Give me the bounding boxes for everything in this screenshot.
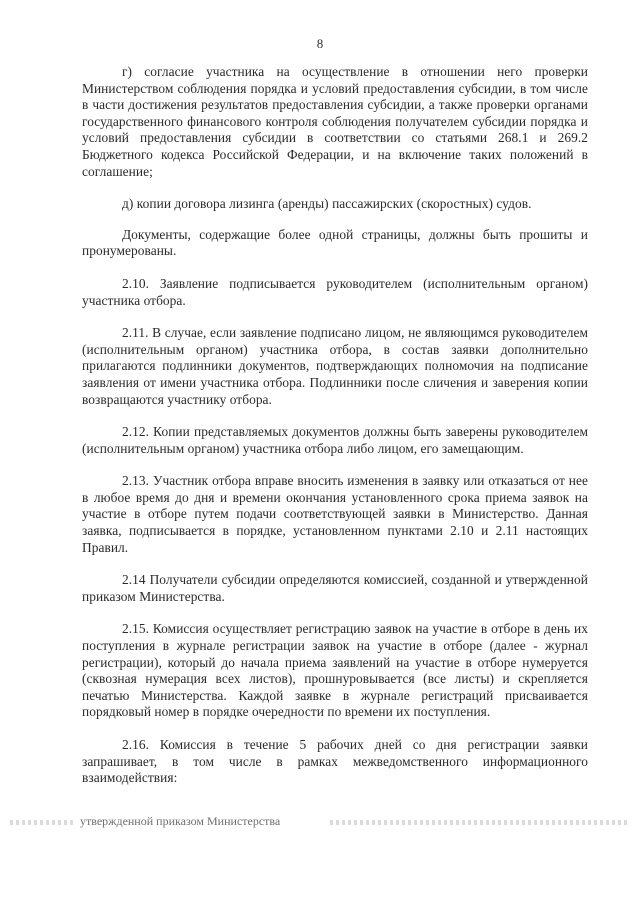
paragraph-documents: Документы, содержащие более одной страницы, должны быть прошиты и пронумерованы.: [82, 226, 588, 259]
scan-noise-right: [330, 820, 630, 825]
footer-bleed-text: утвержденной приказом Министерства: [80, 814, 281, 828]
scan-noise-left: [10, 820, 76, 825]
paragraph-2-11: 2.11. В случае, если заявление подписано лицом, не являющимся руководителем (исполнительным органом) участника отбора, в состав заявки дополнительно прилагаются подлинники документов, подтверждающих полномочия на подписание заявления от имени участника отбора. Подлинники после сличения и заверения копии возвращаются участнику отбора.: [82, 325, 588, 407]
scan-artifact-line: [0, 814, 640, 832]
paragraph-2-13: 2.13. Участник отбора вправе вносить изменения в заявку или отказаться от нее в любое время до дня и времени окончания установленного срока приема заявок на участие в отборе путем подачи соответствующей заявки в Министерство. Данная заявка, подписывается в порядке, установленном пунктами 2.10 и 2.11 настоящих Правил.: [82, 473, 588, 555]
document-body: [82, 64, 588, 803]
paragraph-2-16: 2.16. Комиссия в течение 5 рабочих дней со дня регистрации заявки запрашивает, в том числе в рамках межведомственного информационного взаимодействия:: [82, 737, 588, 786]
paragraph-2-15: 2.15. Комиссия осуществляет регистрацию заявок на участие в отборе в день их поступления в журнале регистрации заявок на участие в отборе (далее - журнал регистрации), который до начала приема заявлений на участие в отборе нумеруется (сквозная нумерация всех листов), прошнуровывается (все листы) и скрепляется печатью Министерства. Каждой заявке в журнале регистраций присваивается порядковый номер в порядке очередности по времени их поступления.: [82, 621, 588, 720]
paragraph-d: д) копии договора лизинга (аренды) пассажирских (скоростных) судов.: [122, 196, 532, 212]
paragraph-2-14: 2.14 Получатели субсидии определяются комиссией, созданной и утвержденной приказом Министерства.: [82, 572, 588, 604]
page-number: 8: [316, 36, 324, 51]
paragraph-g: г) согласие участника на осуществление в отношении него проверки Министерством соблюдения порядка и условий предоставления субсидии, в том числе в части достижения результатов предоставления субсидии, а также проверки органами государственного финансового контроля соблюдения получателем субсидии порядка и условий предоставления субсидии в соответствии со статьями 268.1 и 269.2 Бюджетного кодекса Российской Федерации, и на включение таких положений в соглашение;: [82, 64, 588, 179]
paragraph-2-12: 2.12. Копии представляемых документов должны быть заверены руководителем (исполнительным органом) участника отбора либо лицом, его замещающим.: [82, 424, 588, 456]
paragraph-2-10: 2.10. Заявление подписывается руководителем (исполнительным органом) участника отбора.: [82, 275, 588, 308]
